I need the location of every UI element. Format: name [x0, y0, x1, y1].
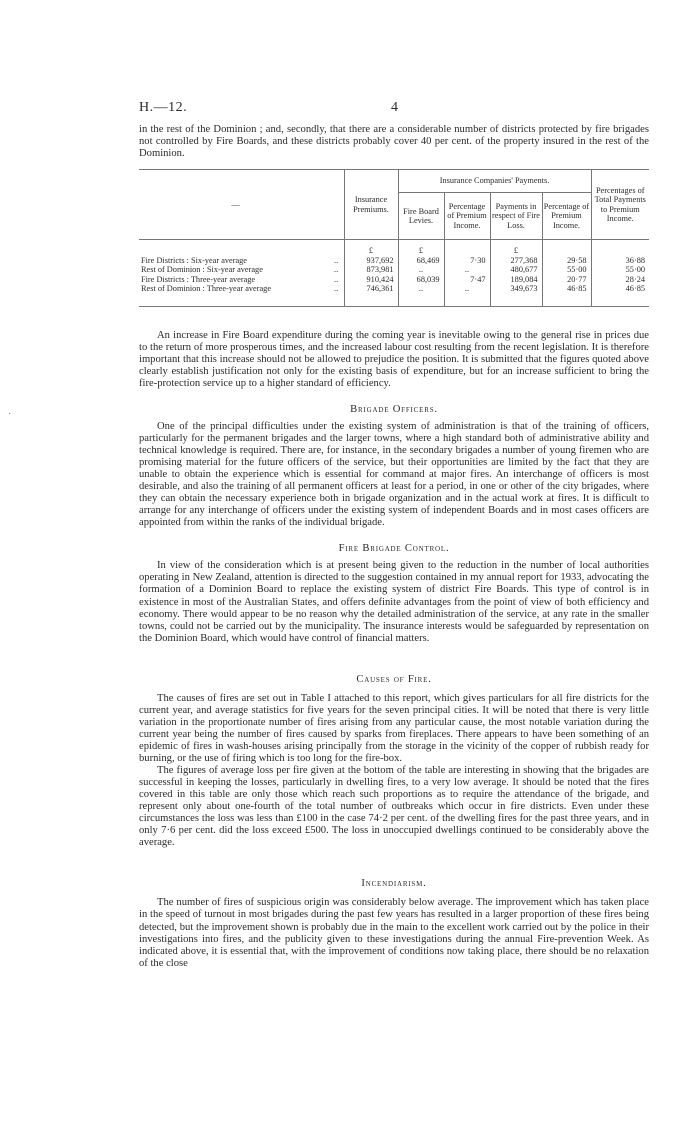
table-header-pct-payments: Percentage of Premium Income. — [542, 193, 591, 240]
row-leader-dots: .. — [334, 255, 339, 265]
cell-pct-payments: 55·00 — [542, 265, 591, 275]
page-header — [139, 100, 649, 120]
cell-pct-levies: .. — [444, 284, 490, 306]
row-label: Fire Districts : Six-year average — [141, 255, 247, 265]
cell-pct-levies: .. — [444, 265, 490, 275]
row-leader-dots: .. — [334, 284, 339, 294]
cell-pct-levies: 7·47 — [444, 275, 490, 285]
table-header-total: Percentages of Total Payments to Premium Income. — [591, 170, 649, 240]
unit-payments: £ — [490, 240, 542, 256]
incendiarism-paragraph: The number of fires of suspicious origin was considerably below average. The improvement which has taken place in the speed of turnout in most brigades during the past few years has resulted in a larger proportion of these fires being detected, but the improvement shown is probably due in the main to the excellent work carried out by the police in their investigations into fires, and the publicity given to these investigations during the annual Fire-prevention Week. As indicated above, it is essential that, with the improvement of conditions now taking place, there should be no relaxation of the close — [139, 897, 649, 969]
cell-premiums: 910,424 — [344, 275, 398, 285]
cell-total: 28·24 — [591, 275, 649, 285]
table-group-header: Insurance Companies' Payments. — [398, 170, 591, 193]
cell-levies: .. — [398, 284, 444, 306]
heading-brigade-officers: Brigade Officers. — [350, 403, 438, 415]
table-row — [139, 275, 649, 285]
cell-payments: 349,673 — [490, 284, 542, 306]
table-row — [139, 265, 649, 275]
causes-paragraph-2: The figures of average loss per fire given at the bottom of the table are interesting in showing that the brigades are successful in keeping the losses, particularly in dwelling fires, to a very low average. It should be noted that the fires covered in this table are only those which reach such proportions as to require the attendance of the brigade, and represent only about one-fourth of the total number of outbreaks which occur in fire districts. Even under these circumstances the loss was less than £100 in the case 74·2 per cent. of the dwelling fires for the past three years, and in only 7·6 per cent. did the loss exceed £500. The loss in unoccupied dwellings continued to be considerably above the average. — [139, 765, 649, 849]
cell-premiums: 746,361 — [344, 284, 398, 306]
control-paragraph: In view of the consideration which is at present being given to the reduction in the number of local authorities operating in New Zealand, attention is directed to the suggestion contained in my annual report for 1933, advocating the formation of a Dominion Board to replace the existing system of district Fire Boards. This type of control is in existence in most of the Australian States, and offers definite advantages from the point of view of both efficiency and economy. There would appear to be no reason why the detailed administration of the service, at any rate in the smaller towns, could not be carried out by the municipality. The insurance interests would be safeguarded by representation on the Dominion Board, which would have control of financial matters. — [139, 560, 649, 644]
intro-paragraph: in the rest of the Dominion ; and, secondly, that there are a considerable number of districts protected by fire brigades not controlled by Fire Boards, and these districts probably cover 40 per cent. of the property insured in the rest of the Dominion. — [139, 124, 649, 160]
table-header-payments: Payments in respect of Fire Loss. — [490, 193, 542, 240]
cell-payments: 480,677 — [490, 265, 542, 275]
document-body — [139, 124, 649, 970]
heading-incendiarism: Incendiarism. — [361, 878, 427, 890]
table-header-premiums: Insurance Premiums. — [344, 170, 398, 240]
margin-mark: · — [8, 409, 12, 420]
cell-levies: 68,039 — [398, 275, 444, 285]
cell-total: 55·00 — [591, 265, 649, 275]
row-label: Rest of Dominion : Three-year average — [141, 284, 272, 294]
increase-paragraph: An increase in Fire Board expenditure during the coming year is inevitable owing to the general rise in prices due to the return of more prosperous times, and the increased labour cost resulting from the recent legislation. It is therefore important that this increase should not be allowed to prejudice the position. It is submitted that the figures quoted above clearly establish justification not only for the existing basis of expenditure, but for an increase sufficient to bring the fire-protection service up to a higher standard of efficiency. — [139, 329, 649, 389]
cell-pct-payments: 29·58 — [542, 256, 591, 266]
officers-paragraph: One of the principal difficulties under the existing system of administration is that of the training of officers, particularly for the permanent brigades and the larger towns, where a high standard both of administrative ability and technical knowledge is required. There are, for instance, in the secondary brigades a number of young firemen who are promising material for the future officers of the service, but their opportunities are limited by the fact that they are unable to obtain the experience which is essential for command at major fires. An interchange of officers is most desirable, and also the training of all permanent officers at least for a period, in one or other of the city brigades, where they can obtain the necessary experience both in brigade organization and in the actual work at fires. It is difficult to arrange for any interchange of officers under the existing system of independent Boards and in most cases officers are appointed from within the ranks of the individual brigade. — [139, 420, 649, 529]
cell-payments: 189,084 — [490, 275, 542, 285]
cell-pct-levies: 7·30 — [444, 256, 490, 266]
causes-paragraph-1: The causes of fires are set out in Table I attached to this report, which gives particulars for all fire districts for the current year, and average statistics for five years for the seven principal cities. It will be noted that there is very little variation in the proportionate number of fires arising from any particular cause, the most notable variation during the current year being the number of fires caused by sparks from fireplaces. There appears to have been something of an epidemic of fires in wash-houses arising principally from the storage in the vicinity of the copper of rubbish ready for burning, or the use of firing which is too long for the fire-box. — [139, 692, 649, 764]
cell-total: 36·88 — [591, 256, 649, 266]
cell-total: 46·85 — [591, 284, 649, 306]
row-leader-dots: .. — [334, 274, 339, 284]
cell-levies: 68,469 — [398, 256, 444, 266]
row-leader-dots: .. — [334, 265, 339, 275]
row-label: Fire Districts : Three-year average — [141, 274, 256, 284]
cell-pct-payments: 46·85 — [542, 284, 591, 306]
document-reference: H.—12. — [139, 100, 188, 115]
table-blank-header: — — [231, 199, 240, 209]
cell-premiums: 873,981 — [344, 265, 398, 275]
heading-fire-brigade-control: Fire Brigade Control. — [338, 543, 450, 555]
cell-levies: .. — [398, 265, 444, 275]
table-dots-header — [332, 170, 344, 240]
unit-levies: £ — [398, 240, 444, 256]
table-row — [139, 256, 649, 266]
page-number: 4 — [391, 100, 398, 115]
cell-payments: 277,368 — [490, 256, 542, 266]
table-row — [139, 284, 649, 306]
unit-premiums: £ — [344, 240, 398, 256]
row-label: Rest of Dominion : Six-year average — [141, 265, 263, 275]
cell-premiums: 937,692 — [344, 256, 398, 266]
insurance-table — [139, 169, 649, 307]
table-header-levies: Fire Board Levies. — [398, 193, 444, 240]
table-header-pct-levies: Percentage of Premium Income. — [444, 193, 490, 240]
cell-pct-payments: 20·77 — [542, 275, 591, 285]
heading-causes-of-fire: Causes of Fire. — [356, 673, 432, 685]
